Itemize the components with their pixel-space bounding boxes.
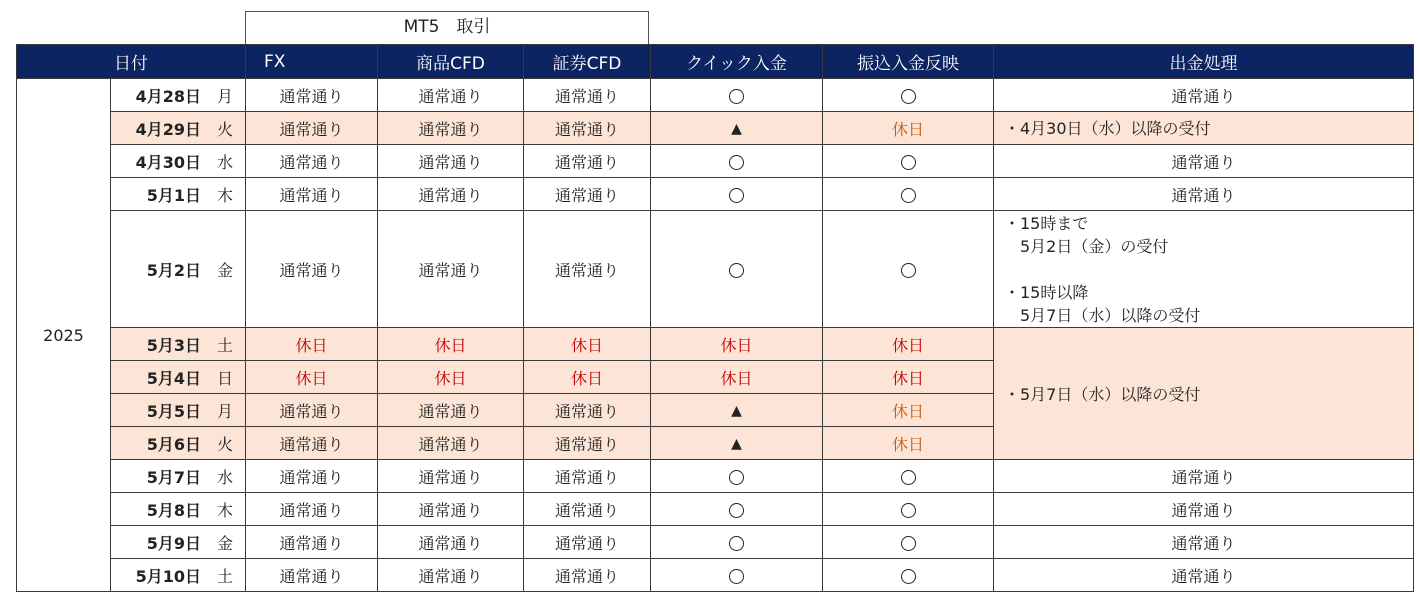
date-cell <box>111 79 246 112</box>
triangle-icon: ▲ <box>731 436 742 452</box>
commodity-cfd-cell <box>378 559 524 592</box>
withdrawal-cell: ・4月30日（水）以降の受付 <box>994 112 1414 145</box>
status-text: 休日 <box>570 368 603 388</box>
circle-icon <box>901 89 916 104</box>
securities-cfd-cell <box>524 493 651 526</box>
securities-cfd-cell <box>524 559 651 592</box>
transfer-deposit-cell <box>823 427 994 460</box>
status-text: 通常通り <box>418 566 483 586</box>
date-cell <box>111 526 246 559</box>
table-row <box>17 493 1414 526</box>
date-text: 5月7日 <box>146 467 201 487</box>
date-cell <box>111 211 246 328</box>
table-row <box>17 526 1414 559</box>
table-row <box>17 559 1414 592</box>
status-text: 通常通り <box>554 152 619 172</box>
quick-deposit-cell <box>651 493 823 526</box>
status-text: 通常通り <box>554 86 619 106</box>
commodity-cfd-cell <box>378 79 524 112</box>
status-text: 通常通り <box>554 500 619 520</box>
commodity-cfd-cell <box>378 211 524 328</box>
transfer-deposit-cell <box>823 394 994 427</box>
date-text: 5月8日 <box>146 500 201 520</box>
status-text: 休日 <box>570 335 603 355</box>
fx-cell <box>246 211 378 328</box>
status-text: 休日 <box>891 119 924 139</box>
holiday-schedule-table <box>16 44 1414 592</box>
weekday-text: 水 <box>216 467 233 487</box>
header-transfer-deposit: 振込入金反映 <box>823 45 994 79</box>
withdrawal-cell: 通常通り <box>994 178 1414 211</box>
status-text: 通常通り <box>554 467 619 487</box>
status-text: 休日 <box>891 401 924 421</box>
status-text: 休日 <box>434 368 467 388</box>
date-text: 5月5日 <box>146 401 201 421</box>
date-cell <box>111 460 246 493</box>
date-cell <box>111 145 246 178</box>
transfer-deposit-cell <box>823 493 994 526</box>
commodity-cfd-cell <box>378 493 524 526</box>
date-text: 4月30日 <box>135 152 201 172</box>
date-cell <box>111 394 246 427</box>
quick-deposit-cell <box>651 79 823 112</box>
header-securities-cfd: 証券CFD <box>524 45 651 79</box>
header-commodity-cfd: 商品CFD <box>378 45 524 79</box>
commodity-cfd-cell <box>378 460 524 493</box>
status-text: 通常通り <box>418 119 483 139</box>
withdrawal-cell: ・15時まで 5月2日（金）の受付 ・15時以降 5月7日（水）以降の受付 <box>994 211 1414 328</box>
transfer-deposit-cell <box>823 112 994 145</box>
quick-deposit-cell <box>651 394 823 427</box>
withdrawal-cell: 通常通り <box>994 559 1414 592</box>
header-withdrawal: 出金処理 <box>994 45 1414 79</box>
circle-icon <box>729 89 744 104</box>
circle-icon <box>729 263 744 278</box>
status-text: 通常通り <box>418 401 483 421</box>
securities-cfd-cell <box>524 145 651 178</box>
fx-cell <box>246 460 378 493</box>
date-text: 4月28日 <box>135 86 201 106</box>
quick-deposit-cell <box>651 427 823 460</box>
circle-icon <box>729 569 744 584</box>
date-text: 5月4日 <box>146 368 201 388</box>
header-date: 日付 <box>17 45 246 79</box>
securities-cfd-cell <box>524 211 651 328</box>
weekday-text: 土 <box>216 335 233 355</box>
commodity-cfd-cell <box>378 427 524 460</box>
status-text: 通常通り <box>418 434 483 454</box>
header-fx: FX <box>246 45 378 79</box>
transfer-deposit-cell <box>823 559 994 592</box>
date-cell <box>111 361 246 394</box>
status-text: 通常通り <box>418 86 483 106</box>
securities-cfd-cell <box>524 427 651 460</box>
weekday-text: 金 <box>216 260 233 280</box>
status-text: 通常通り <box>279 119 344 139</box>
circle-icon <box>901 470 916 485</box>
date-text: 5月1日 <box>146 185 201 205</box>
quick-deposit-cell <box>651 178 823 211</box>
status-text: 通常通り <box>554 119 619 139</box>
withdrawal-cell: 通常通り <box>994 145 1414 178</box>
triangle-icon: ▲ <box>731 403 742 419</box>
status-text: 通常通り <box>554 434 619 454</box>
withdrawal-cell: 通常通り <box>994 460 1414 493</box>
table-row <box>17 79 1414 112</box>
commodity-cfd-cell <box>378 112 524 145</box>
securities-cfd-cell <box>524 178 651 211</box>
securities-cfd-cell <box>524 361 651 394</box>
withdrawal-cell: 通常通り <box>994 526 1414 559</box>
transfer-deposit-cell <box>823 79 994 112</box>
status-text: 通常通り <box>418 500 483 520</box>
weekday-text: 火 <box>216 119 233 139</box>
status-text: 休日 <box>891 434 924 454</box>
date-text: 4月29日 <box>135 119 201 139</box>
date-cell <box>111 427 246 460</box>
transfer-deposit-cell <box>823 211 994 328</box>
circle-icon <box>729 188 744 203</box>
triangle-icon: ▲ <box>731 121 742 137</box>
status-text: 休日 <box>295 368 328 388</box>
fx-cell <box>246 394 378 427</box>
commodity-cfd-cell <box>378 145 524 178</box>
weekday-text: 火 <box>216 434 233 454</box>
date-text: 5月10日 <box>135 566 201 586</box>
status-text: 通常通り <box>554 401 619 421</box>
date-cell <box>111 328 246 361</box>
circle-icon <box>729 536 744 551</box>
date-text: 5月3日 <box>146 335 201 355</box>
commodity-cfd-cell <box>378 526 524 559</box>
status-text: 通常通り <box>279 86 344 106</box>
circle-icon <box>901 188 916 203</box>
date-cell <box>111 559 246 592</box>
securities-cfd-cell <box>524 328 651 361</box>
quick-deposit-cell <box>651 361 823 394</box>
quick-deposit-cell <box>651 112 823 145</box>
transfer-deposit-cell <box>823 328 994 361</box>
table-row <box>17 211 1414 328</box>
commodity-cfd-cell <box>378 178 524 211</box>
securities-cfd-cell <box>524 394 651 427</box>
securities-cfd-cell <box>524 460 651 493</box>
date-text: 5月2日 <box>146 260 201 280</box>
transfer-deposit-cell <box>823 460 994 493</box>
weekday-text: 日 <box>216 368 233 388</box>
weekday-text: 月 <box>216 86 233 106</box>
weekday-text: 木 <box>216 500 233 520</box>
status-text: 通常通り <box>554 185 619 205</box>
commodity-cfd-cell <box>378 394 524 427</box>
status-text: 通常通り <box>554 566 619 586</box>
fx-cell <box>246 559 378 592</box>
fx-cell <box>246 493 378 526</box>
status-text: 休日 <box>891 335 924 355</box>
quick-deposit-cell <box>651 328 823 361</box>
date-text: 5月6日 <box>146 434 201 454</box>
table-row <box>17 328 1414 361</box>
circle-icon <box>729 470 744 485</box>
status-text: 通常通り <box>279 566 344 586</box>
status-text: 通常通り <box>279 152 344 172</box>
fx-cell <box>246 79 378 112</box>
status-text: 通常通り <box>279 500 344 520</box>
circle-icon <box>901 536 916 551</box>
fx-cell <box>246 328 378 361</box>
header-row <box>17 45 1414 79</box>
status-text: 通常通り <box>279 401 344 421</box>
weekday-text: 月 <box>216 401 233 421</box>
circle-icon <box>729 503 744 518</box>
transfer-deposit-cell <box>823 145 994 178</box>
mt5-trading-header: MT5 取引 <box>245 11 649 44</box>
quick-deposit-cell <box>651 559 823 592</box>
circle-icon <box>729 155 744 170</box>
circle-icon <box>901 569 916 584</box>
fx-cell <box>246 145 378 178</box>
status-text: 通常通り <box>554 260 619 280</box>
status-text: 通常通り <box>279 185 344 205</box>
status-text: 休日 <box>434 335 467 355</box>
quick-deposit-cell <box>651 211 823 328</box>
weekday-text: 金 <box>216 533 233 553</box>
status-text: 通常通り <box>418 152 483 172</box>
date-cell <box>111 493 246 526</box>
status-text: 通常通り <box>279 467 344 487</box>
status-text: 通常通り <box>418 533 483 553</box>
header-quick-deposit: クイック入金 <box>651 45 823 79</box>
status-text: 休日 <box>295 335 328 355</box>
fx-cell <box>246 361 378 394</box>
quick-deposit-cell <box>651 460 823 493</box>
date-text: 5月9日 <box>146 533 201 553</box>
quick-deposit-cell <box>651 526 823 559</box>
table-row <box>17 112 1414 145</box>
securities-cfd-cell <box>524 79 651 112</box>
fx-cell <box>246 178 378 211</box>
status-text: 通常通り <box>279 434 344 454</box>
status-text: 通常通り <box>279 260 344 280</box>
weekday-text: 木 <box>216 185 233 205</box>
weekday-text: 水 <box>216 152 233 172</box>
table-row <box>17 178 1414 211</box>
year-cell: 2025 <box>17 79 111 592</box>
withdrawal-cell: 通常通り <box>994 493 1414 526</box>
date-cell <box>111 178 246 211</box>
commodity-cfd-cell <box>378 361 524 394</box>
status-text: 通常通り <box>554 533 619 553</box>
fx-cell <box>246 427 378 460</box>
status-text: 通常通り <box>418 467 483 487</box>
withdrawal-cell: 通常通り <box>994 79 1414 112</box>
fx-cell <box>246 112 378 145</box>
transfer-deposit-cell <box>823 178 994 211</box>
status-text: 通常通り <box>418 185 483 205</box>
securities-cfd-cell <box>524 112 651 145</box>
circle-icon <box>901 263 916 278</box>
circle-icon <box>901 155 916 170</box>
transfer-deposit-cell <box>823 361 994 394</box>
date-cell <box>111 112 246 145</box>
weekday-text: 土 <box>216 566 233 586</box>
quick-deposit-cell <box>651 145 823 178</box>
status-text: 通常通り <box>418 260 483 280</box>
table-row <box>17 460 1414 493</box>
status-text: 休日 <box>891 368 924 388</box>
status-text: 休日 <box>720 368 753 388</box>
status-text: 通常通り <box>279 533 344 553</box>
commodity-cfd-cell <box>378 328 524 361</box>
status-text: 休日 <box>720 335 753 355</box>
circle-icon <box>901 503 916 518</box>
transfer-deposit-cell <box>823 526 994 559</box>
fx-cell <box>246 526 378 559</box>
withdrawal-merged-note: ・5月7日（水）以降の受付 <box>994 328 1414 460</box>
table-row <box>17 145 1414 178</box>
securities-cfd-cell <box>524 526 651 559</box>
